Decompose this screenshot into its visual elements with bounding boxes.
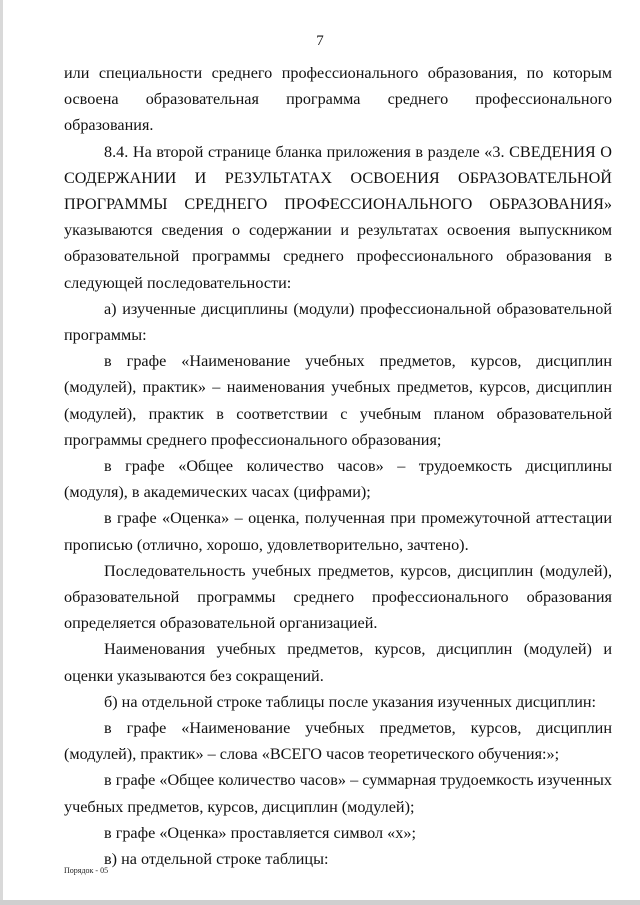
- paragraph: в графе «Оценка» – оценка, полученная при промежуточной аттестации прописью (отлично, хорошо, удовлетворительно, зачтено).: [64, 509, 612, 554]
- document-body: [64, 60, 612, 872]
- paragraph: в графе «Оценка» проставляется символ «х»;: [104, 823, 416, 842]
- paragraph: б) на отдельной строке таблицы после указания изученных дисциплин:: [104, 692, 597, 711]
- paragraph: в) на отдельной строке таблицы:: [104, 850, 329, 869]
- paragraph: в графе «Наименование учебных предметов, курсов, дисциплин (модулей), практик» – наименования учебных предметов, курсов, дисциплин (модулей), практик в соответствии с учебным планом образовательной программы среднего профессионального образования;: [64, 352, 612, 449]
- paragraph: в графе «Общее количество часов» – суммарная трудоемкость изученных учебных предметов, курсов, дисциплин (модулей);: [64, 771, 612, 816]
- scan-edge-left: [0, 0, 3, 905]
- paragraph: 8.4. На второй странице бланка приложения в разделе «3. СВЕДЕНИЯ О СОДЕРЖАНИИ И РЕЗУЛЬТАТАХ ОСВОЕНИЯ ОБРАЗОВАТЕЛЬНОЙ ПРОГРАММЫ СРЕДНЕГО ПРОФЕССИОНАЛЬНОГО ОБРАЗОВАНИЯ» указываются сведения о содержании и результатах освоения выпускником образовательной программы среднего профессионального образования в следующей последовательности:: [64, 142, 612, 292]
- footer-note: Порядок - 05: [64, 866, 109, 875]
- paragraph: а) изученные дисциплины (модули) профессиональной образовательной программы:: [64, 299, 612, 345]
- paragraph: в графе «Наименование учебных предметов, курсов, дисциплин (модулей), практик» – слова «ВСЕГО часов теоретического обучения:»;: [64, 719, 612, 764]
- paragraph: или специальности среднего профессионального образования, по которым освоена образовательная программа среднего профессионального образования.: [64, 64, 612, 135]
- paragraph: Последовательность учебных предметов, курсов, дисциплин (модулей), образовательной программы среднего профессионального образования определяется образовательной организацией.: [64, 561, 612, 633]
- page-number: 7: [316, 33, 324, 49]
- paragraph: Наименования учебных предметов, курсов, дисциплин (модулей) и оценки указываются без сокращений.: [64, 640, 612, 685]
- scan-edge-bottom: [0, 900, 640, 905]
- paragraph: в графе «Общее количество часов» – трудоемкость дисциплины (модуля), в академических часах (цифрами);: [64, 457, 612, 502]
